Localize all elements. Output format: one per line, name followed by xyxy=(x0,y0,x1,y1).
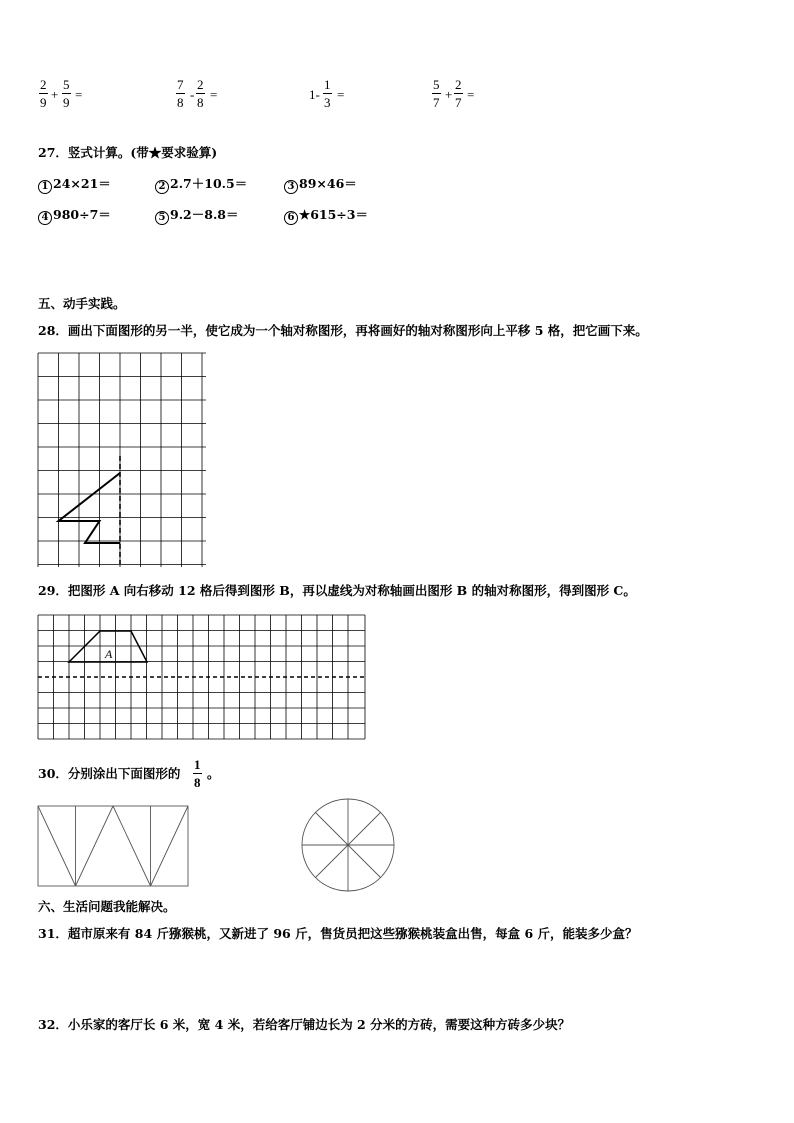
calc-item: 3 89×46＝ xyxy=(284,178,357,194)
circled-number: 4 xyxy=(38,211,52,225)
lead-term: 1- xyxy=(309,87,320,102)
question-30: 30．分别涂出下面图形的 xyxy=(38,766,181,781)
equals-sign: = xyxy=(75,87,83,102)
question-30-suffix: 。 xyxy=(207,766,220,781)
fraction: 2 9 xyxy=(40,77,47,110)
section-five-heading: 五、动手实践。 xyxy=(38,296,126,311)
rectangle-triangles xyxy=(38,806,190,888)
fraction: 2 7 xyxy=(455,77,462,110)
circled-number: 1 xyxy=(38,180,52,194)
calc-item: 2 2.7＋10.5＝ xyxy=(155,178,247,194)
question-32: 32．小乐家的客厅长 6 米，宽 4 米，若给客厅铺边长为 2 分米的方砖，需要这种方砖多少块？ xyxy=(38,1017,571,1032)
circled-number: 2 xyxy=(155,180,169,194)
operator: + xyxy=(51,87,59,102)
circled-number: 5 xyxy=(155,211,169,225)
section-six-heading: 六、生活问题我能解决。 xyxy=(38,899,176,914)
operator: - xyxy=(190,87,195,102)
equals-sign: = xyxy=(210,87,218,102)
shape-a-label: A xyxy=(105,647,113,661)
half-shape xyxy=(59,473,121,543)
grid-q28 xyxy=(38,353,208,569)
circled-number: 3 xyxy=(284,180,298,194)
fraction: 7 8 xyxy=(177,77,184,110)
question-31: 31．超市原来有 84 斤猕猴桃，又新进了 96 斤，售货员把这些猕猴桃装盒出售，每盒 6 斤，能装多少盒？ xyxy=(38,926,638,941)
fraction: 2 8 xyxy=(197,77,204,110)
fraction-one-eighth: 1 8 xyxy=(194,757,201,790)
circled-number: 6 xyxy=(284,211,298,225)
operator: + xyxy=(445,87,453,102)
calc-item: 6 ★615÷3＝ xyxy=(284,209,368,225)
equals-sign: = xyxy=(467,87,475,102)
fraction: 5 9 xyxy=(63,77,70,110)
grid-q29 xyxy=(38,615,368,741)
calc-item: 1 24×21＝ xyxy=(38,178,111,194)
question-28: 28．画出下面图形的另一半，使它成为一个轴对称图形，再将画好的轴对称图形向上平移 5 格，把它画下来。 xyxy=(38,323,648,338)
calc-item: 4 980÷7＝ xyxy=(38,209,111,225)
equals-sign: = xyxy=(337,87,345,102)
fraction: 1 3 xyxy=(324,77,331,110)
circle-eighths xyxy=(300,797,396,893)
fraction: 5 7 xyxy=(433,77,440,110)
calc-item: 5 9.2－8.8＝ xyxy=(155,209,239,225)
question-27-title: 27．竖式计算。(带★要求验算) xyxy=(38,145,218,160)
question-29: 29．把图形 A 向右移动 12 格后得到图形 B，再以虚线为对称轴画出图形 B 的轴对称图形，得到图形 C。 xyxy=(38,583,636,598)
